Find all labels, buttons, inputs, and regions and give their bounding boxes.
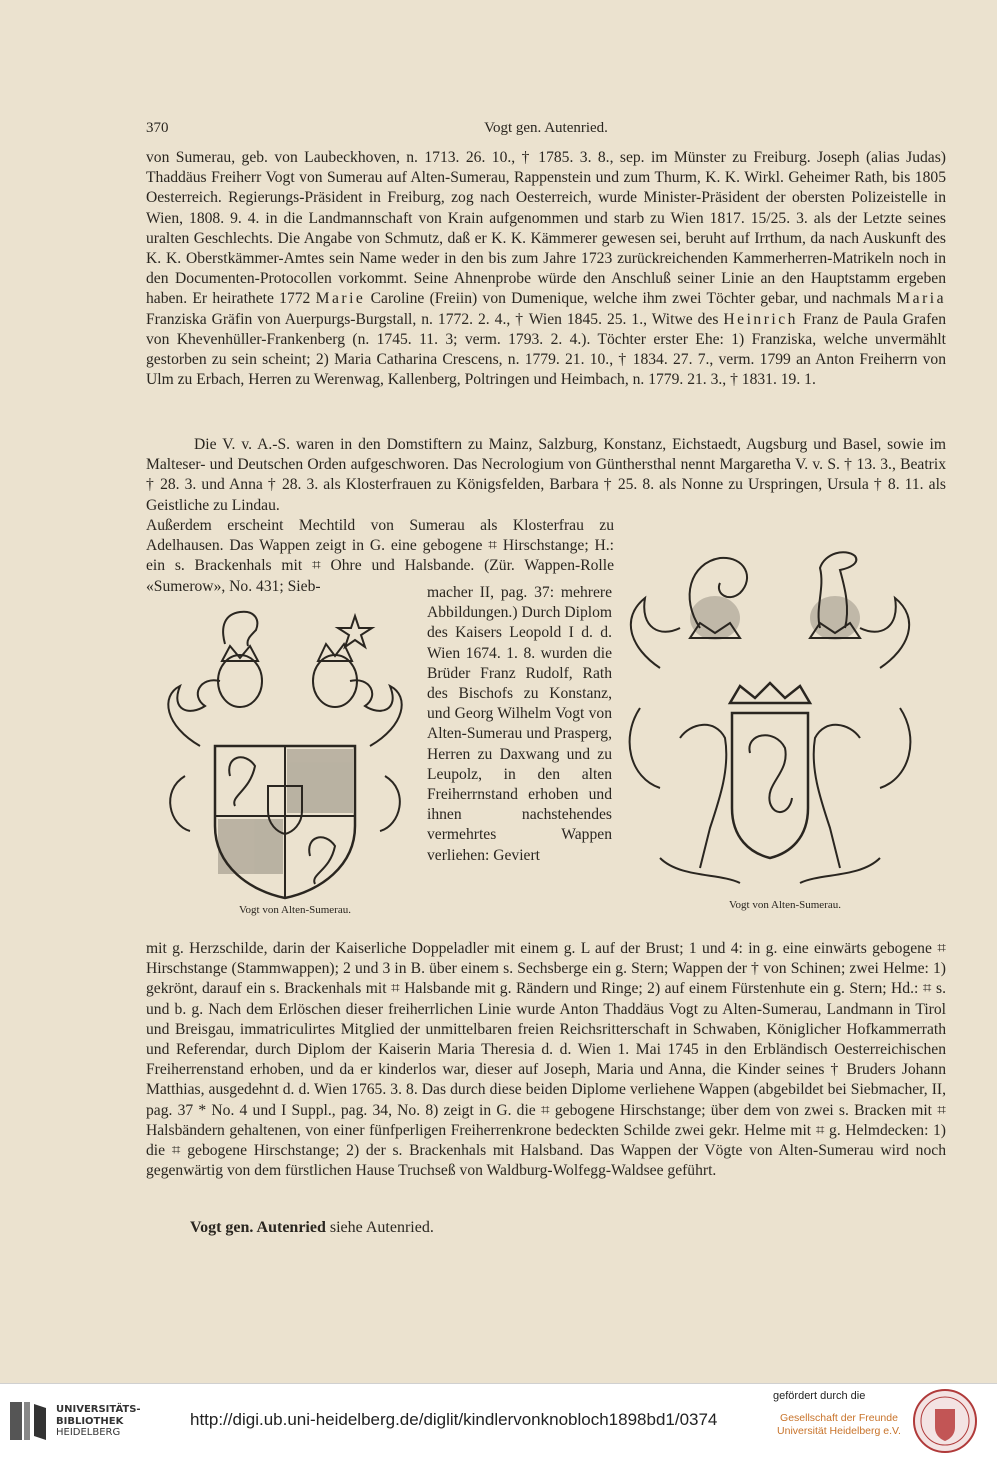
paragraph-1-mid2: Franziska Gräfin von Auerpurgs-Burgstall, n. 1772. 2. 4., † Wien 1845. 25. 1., Witwe des xyxy=(146,310,719,328)
sponsor-name-line2: Universität Heidelberg e.V. xyxy=(777,1425,901,1437)
right-figure-caption: Vogt von Alten-Sumerau. xyxy=(729,899,841,911)
paragraph-1-mid: Caroline (Freiin) von Dumenique, welche ihm zwei Töchter gebar, und nachmals xyxy=(370,290,891,308)
entry-heading-rest: siehe Autenried. xyxy=(325,1219,434,1236)
library-name-line3: HEIDELBERG xyxy=(56,1427,121,1438)
paragraph-1-end: Franz de Paula Grafen von Khevenhüller-Frankenberg (n. 1745. 11. 3; verm. 1793. 2. 4.). Töchter erster Ehe: 1) Franziska, welche unvermählt gestorben zu sein scheint; 2) Maria Catharina Crescens, n. 1779. 21. 10., † 1834. 27. 7., verm. 1799 an Anton Freiherrn von Ulm zu Erbach, Herren zu Werenwag, Kallenberg, Poltringen und Heimbach, n. 1779. 21. 3., † 1831. 19. 1. xyxy=(146,310,947,389)
paragraph-2b-wide: Außerdem erscheint Mechtild von Sumerau als Klosterfrau zu Adelhausen. Das Wappen zeigt in G. eine gebogene ⌗ Hirschstange; H.: ein s. Brackenhals mit ⌗ Ohre und Halsbande. (Zür. Wappen-Rolle «Sumerow», No. 431; Sieb- xyxy=(146,517,614,595)
paragraph-2b-narrow-column: macher II, pag. 37: mehrere Abbildungen.) Durch Diplom des Kaisers Leopold I d. d. Wien 1674. 1. 8. wurden die Brüder Franz Rudolf, Rath des Bischofs zu Konstanz, und Georg Wilhelm Vogt von Alten-Sumerau und Prasperg, Herren zu Daxwang und zu Leupolz, in den alten Freiherrnstand erhoben und ihnen nachstehendes vermehrtes Wappen verliehen: Geviert xyxy=(427,584,612,864)
page-number: 370 xyxy=(146,120,169,136)
entry-heading-bold: Vogt gen. Autenried xyxy=(190,1219,326,1236)
library-name xyxy=(56,1404,141,1439)
paragraph-3: mit g. Herzschilde, darin der Kaiserliche Doppeladler mit einem g. L auf der Brust; 1 und 4: in g. eine einwärts gebogene ⌗ Hirschstange (Stammwappen); 2 und 3 in B. über einem s. Sechsberge ein g. Stern; Wappen der † von Schinen; zwei Helme: 1) gekrönt, darauf ein s. Brackenhals mit ⌗ Halsbande mit g. Rändern und Ringe; 2) auf einem Fürstenhute ein g. Stern; Hd.: ⌗ s. und b. g. Nach dem Erlöschen dieser freiherrlichen Linie wurde Anton Thaddäus Vogt zu Alten-Sumerau, Landmann in Tirol und Breisgau, immatriculirtes Mitglied der unmittelbaren freien Reichsritterschaft in Schwaben, Königlicher Hofkammerrath und Referendar, durch Diplom der Kaiserin Maria Theresia d. d. Wien 1. Mai 1745 in den Erbländisch Oesterreichischen Freiherrenstand erhoben, und da er kinderlos war, dieser auf Joseph, Maria und Anna, die Kinder seines † Bruders Johann Matthias, ausgedehnt d. d. Wien 1765. 3. 8. Das durch diese beiden Diplome verliehene Wappen (abgebildet bei Siebmacher, II, pag. 37 * No. 4 und I Suppl., pag. 34, No. 8) zeigt in G. die ⌗ gebogene Hirschstange; über dem von zwei s. Bracken mit ⌗ Halsbändern gehaltenen, von einer fünfperligen Freiherrenkrone bedeckten Schilde zwei gekr. Helme mit ⌗ g. Helmdecken: 1) die ⌗ gebogene Hirschstange; 2) der s. Brackenhals mit Halsband. Das Wappen der Vögte von Alten-Sumerau wird noch gegenwärtig von dem fürstlichen Hause Truchseß von Waldburg-Wolfegg-Waldsee geführt. xyxy=(146,940,946,1180)
paragraph-2: Die V. v. A.-S. waren in den Domstiftern zu Mainz, Salzburg, Konstanz, Eichstaedt, Augsburg und Basel, sowie im Malteser- und Deutschen Orden aufgeschworen. Das Necrologium von Günthersthal nennt Margaretha V. v. S. † 13. 3., Beatrix † 28. 3. und Anna † 28. 3. als Klosterfrauen zu Königsfelden, Barbara † 25. 8. als Nonne zu Urspringen, Ursula † 8. 11. als Geistliche zu Lindau. xyxy=(146,436,946,514)
coat-of-arms-right-illustration xyxy=(620,538,920,898)
coat-of-arms-left-illustration xyxy=(160,606,410,902)
university-seal-icon xyxy=(905,1387,985,1455)
library-logo-icon xyxy=(8,1398,50,1444)
entry-heading xyxy=(190,1219,434,1237)
name-marie: Marie xyxy=(315,290,366,308)
left-figure-caption: Vogt von Alten-Sumerau. xyxy=(239,904,351,916)
name-heinrich: Heinrich xyxy=(723,310,798,328)
running-head xyxy=(146,120,946,142)
running-title: Vogt gen. Autenried. xyxy=(484,120,608,136)
library-name-line2: BIBLIOTHEK xyxy=(56,1415,124,1427)
paragraph-1-text: von Sumerau, geb. von Laubeckhoven, n. 1713. 26. 10., † 1785. 3. 8., sep. im Münster zu Freiburg. Joseph (alias Judas) Thaddäus Freiherr Vogt von Sumerau auf Alten-Sumerau, Rappenstein und zum Thurm, K. K. Wirkl. Geheimer Rath, bis 1805 Oesterreich. Regierungs-Präsident in Freiburg, zog nach Oesterreich, wurde Minister-Präsident der obersten Polizeistelle in Wien, 1808. 9. 4. in die Landmannschaft von Krain aufgenommen und starb zu Wien 1817. 15/25. 3. als der Letzte seines uralten Geschlechts. Die Angabe von Schmutz, daß er K. K. Kämmerer gewesen sei, beruht auf Irrthum, da nach Auskunft des K. K. Oberstkämmer-Amtes sein Name weder in den bis zum Jahre 1723 zurückreichenden Kammerherren-Matrikeln noch in den Documenten-Protocollen vorkommt. Seine Ahnenprobe würde den Anschluß seiner Linie an den Hauptstamm ergeben haben. Er heirathete 1772 xyxy=(146,149,946,308)
permalink-url[interactable]: http://digi.ub.uni-heidelberg.de/diglit/kindlervonknobloch1898bd1/0374 xyxy=(190,1410,718,1429)
sponsor-name xyxy=(774,1412,904,1438)
library-name-line1: UNIVERSITÄTS- xyxy=(56,1404,141,1415)
paragraph-1 xyxy=(146,148,946,390)
sponsor-label: gefördert durch die xyxy=(773,1390,866,1402)
sponsor-name-line1: Gesellschaft der Freunde xyxy=(780,1412,898,1424)
digitization-footer xyxy=(0,1383,997,1458)
name-maria: Maria xyxy=(896,290,947,308)
